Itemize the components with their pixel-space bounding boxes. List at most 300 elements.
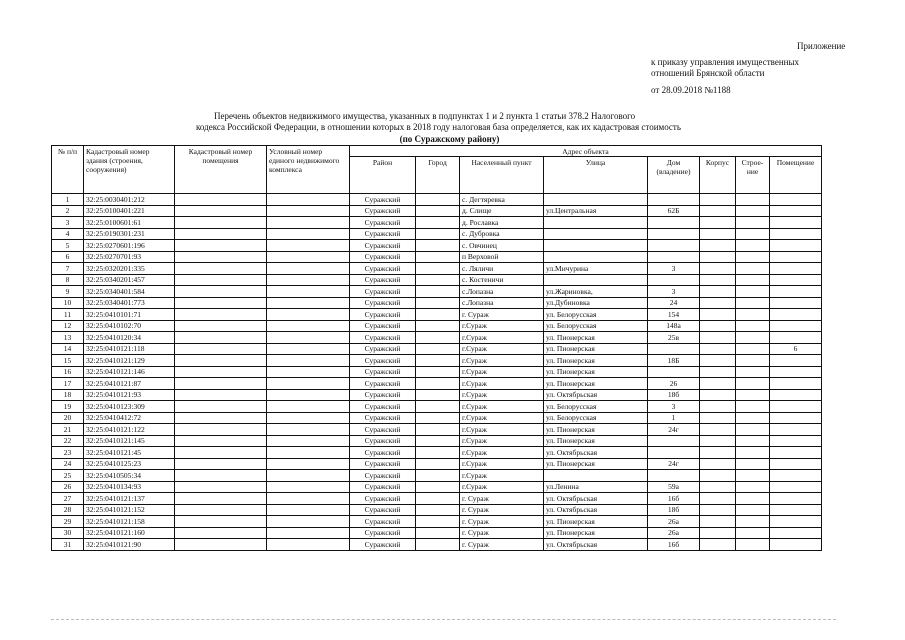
- locality-cell: с. Дубровка: [460, 228, 544, 240]
- house-number-cell: [648, 194, 700, 206]
- house-number-cell: 26а: [648, 527, 700, 539]
- district-cell: Суражский: [350, 424, 416, 436]
- locality-cell: с. Овчинец: [460, 240, 544, 252]
- cadastral-number-cell: 32:25:0410121:137: [84, 493, 175, 505]
- cadastral-number-cell: 32:25:0410121:118: [84, 343, 175, 355]
- conditional-number-cell: [267, 251, 350, 263]
- row-number-cell: 24: [52, 458, 84, 470]
- korpus-cell: [700, 286, 736, 298]
- korpus-cell: [700, 228, 736, 240]
- city-cell: [416, 309, 460, 321]
- street-cell: ул. Октябрьская: [544, 447, 648, 459]
- cadastral-number-cell: 32:25:0410121:152: [84, 504, 175, 516]
- building-cell: [736, 389, 770, 401]
- building-cell: [736, 263, 770, 275]
- cadastral-room-cell: [175, 378, 267, 390]
- house-number-cell: 24: [648, 297, 700, 309]
- room-number-cell: [770, 355, 822, 367]
- street-cell: ул. Пионерская: [544, 366, 648, 378]
- conditional-number-cell: [267, 401, 350, 413]
- cadastral-number-cell: 32:25:0410101:71: [84, 309, 175, 321]
- locality-cell: г.Сураж: [460, 412, 544, 424]
- house-number-cell: [648, 274, 700, 286]
- conditional-number-cell: [267, 481, 350, 493]
- conditional-number-cell: [267, 228, 350, 240]
- row-number-cell: 12: [52, 320, 84, 332]
- building-cell: [736, 366, 770, 378]
- cadastral-number-cell: 32:25:0410121:146: [84, 366, 175, 378]
- locality-cell: г.Сураж: [460, 378, 544, 390]
- cadastral-room-cell: [175, 366, 267, 378]
- row-number-cell: 15: [52, 355, 84, 367]
- conditional-number-cell: [267, 343, 350, 355]
- street-cell: [544, 274, 648, 286]
- korpus-cell: [700, 355, 736, 367]
- street-cell: ул. Октябрьская: [544, 504, 648, 516]
- district-cell: Суражский: [350, 355, 416, 367]
- header-house: Дом (владение): [648, 157, 700, 194]
- house-number-cell: [648, 228, 700, 240]
- room-number-cell: [770, 320, 822, 332]
- city-cell: [416, 424, 460, 436]
- row-number-cell: 11: [52, 309, 84, 321]
- cadastral-number-cell: 32:25:0320201:335: [84, 263, 175, 275]
- street-cell: ул. Пионерская: [544, 527, 648, 539]
- cadastral-number-cell: 32:25:0410121:90: [84, 539, 175, 551]
- conditional-number-cell: [267, 447, 350, 459]
- street-cell: ул. Белорусская: [544, 320, 648, 332]
- row-number-cell: 1: [52, 194, 84, 206]
- locality-cell: г. Сураж: [460, 493, 544, 505]
- appendix-order-line: к приказу управления имущественных: [651, 57, 800, 67]
- property-register-table: [51, 145, 822, 551]
- conditional-number-cell: [267, 297, 350, 309]
- row-number-cell: 3: [52, 217, 84, 229]
- city-cell: [416, 297, 460, 309]
- district-cell: Суражский: [350, 263, 416, 275]
- header-city: Город: [416, 157, 460, 194]
- street-cell: ул. Пионерская: [544, 435, 648, 447]
- cadastral-number-cell: 32:25:0410102:70: [84, 320, 175, 332]
- district-cell: Суражский: [350, 366, 416, 378]
- house-number-cell: 3: [648, 263, 700, 275]
- conditional-number-cell: [267, 539, 350, 551]
- row-number-cell: 4: [52, 228, 84, 240]
- building-cell: [736, 217, 770, 229]
- cadastral-room-cell: [175, 389, 267, 401]
- row-number-cell: 17: [52, 378, 84, 390]
- city-cell: [416, 332, 460, 344]
- cadastral-number-cell: 32:25:0410134:93: [84, 481, 175, 493]
- room-number-cell: [770, 297, 822, 309]
- locality-cell: г. Сураж: [460, 504, 544, 516]
- cadastral-number-cell: 32:25:0410121:160: [84, 527, 175, 539]
- room-number-cell: [770, 435, 822, 447]
- row-number-cell: 6: [52, 251, 84, 263]
- cadastral-room-cell: [175, 435, 267, 447]
- room-number-cell: [770, 332, 822, 344]
- conditional-number-cell: [267, 378, 350, 390]
- house-number-cell: [648, 217, 700, 229]
- city-cell: [416, 435, 460, 447]
- district-cell: Суражский: [350, 470, 416, 482]
- cadastral-number-cell: 32:25:0410121:122: [84, 424, 175, 436]
- conditional-number-cell: [267, 274, 350, 286]
- row-number-cell: 22: [52, 435, 84, 447]
- building-cell: [736, 309, 770, 321]
- city-cell: [416, 240, 460, 252]
- district-cell: Суражский: [350, 286, 416, 298]
- cadastral-number-cell: 32:25:0410120:34: [84, 332, 175, 344]
- locality-cell: г.Сураж: [460, 447, 544, 459]
- district-cell: Суражский: [350, 217, 416, 229]
- locality-cell: г.Сураж: [460, 435, 544, 447]
- house-number-cell: 26: [648, 378, 700, 390]
- korpus-cell: [700, 194, 736, 206]
- house-number-cell: 18Б: [648, 355, 700, 367]
- house-number-cell: [648, 366, 700, 378]
- room-number-cell: [770, 447, 822, 459]
- locality-cell: г.Сураж: [460, 332, 544, 344]
- table-row: [52, 309, 822, 321]
- cadastral-room-cell: [175, 332, 267, 344]
- city-cell: [416, 343, 460, 355]
- building-cell: [736, 297, 770, 309]
- row-number-cell: 13: [52, 332, 84, 344]
- house-number-cell: 18б: [648, 504, 700, 516]
- page-bottom-rule: [51, 619, 836, 620]
- room-number-cell: [770, 493, 822, 505]
- cadastral-room-cell: [175, 504, 267, 516]
- building-cell: [736, 332, 770, 344]
- row-number-cell: 18: [52, 389, 84, 401]
- table-row: [52, 263, 822, 275]
- document-title-line-2: кодекса Российской Федерации, в отношении которых в 2018 году налоговая база определяется, как их кадастровая стоимость: [196, 122, 681, 132]
- table-row: [52, 274, 822, 286]
- city-cell: [416, 366, 460, 378]
- table-row: [52, 424, 822, 436]
- house-number-cell: 154: [648, 309, 700, 321]
- table-row: [52, 447, 822, 459]
- building-cell: [736, 378, 770, 390]
- korpus-cell: [700, 504, 736, 516]
- district-cell: Суражский: [350, 205, 416, 217]
- district-cell: Суражский: [350, 539, 416, 551]
- korpus-cell: [700, 378, 736, 390]
- document-subtitle-district: (по Суражскому району): [399, 134, 500, 144]
- table-row: [52, 343, 822, 355]
- table-row: [52, 493, 822, 505]
- cadastral-number-cell: 32:25:0270601:196: [84, 240, 175, 252]
- korpus-cell: [700, 458, 736, 470]
- house-number-cell: 24г: [648, 458, 700, 470]
- conditional-number-cell: [267, 504, 350, 516]
- cadastral-room-cell: [175, 447, 267, 459]
- table-row: [52, 228, 822, 240]
- building-cell: [736, 458, 770, 470]
- street-cell: [544, 228, 648, 240]
- street-cell: ул. Белорусская: [544, 412, 648, 424]
- street-cell: ул. Пионерская: [544, 355, 648, 367]
- district-cell: Суражский: [350, 274, 416, 286]
- city-cell: [416, 516, 460, 528]
- locality-cell: д. Слище: [460, 205, 544, 217]
- cadastral-number-cell: 32:25:0410121:145: [84, 435, 175, 447]
- house-number-cell: [648, 435, 700, 447]
- cadastral-room-cell: [175, 217, 267, 229]
- korpus-cell: [700, 447, 736, 459]
- cadastral-room-cell: [175, 205, 267, 217]
- cadastral-room-cell: [175, 412, 267, 424]
- appendix-title: Приложение: [797, 41, 846, 51]
- appendix-date-number: от 28.09.2018 №1188: [651, 85, 731, 95]
- cadastral-number-cell: 32:25:0100601:61: [84, 217, 175, 229]
- row-number-cell: 23: [52, 447, 84, 459]
- district-cell: Суражский: [350, 527, 416, 539]
- street-cell: ул. Пионерская: [544, 378, 648, 390]
- table-row: [52, 240, 822, 252]
- conditional-number-cell: [267, 309, 350, 321]
- locality-cell: с. Костеничи: [460, 274, 544, 286]
- row-number-cell: 27: [52, 493, 84, 505]
- table-row: [52, 435, 822, 447]
- locality-cell: г.Сураж: [460, 424, 544, 436]
- conditional-number-cell: [267, 412, 350, 424]
- building-cell: [736, 539, 770, 551]
- cadastral-room-cell: [175, 470, 267, 482]
- locality-cell: г.Сураж: [460, 458, 544, 470]
- house-number-cell: 26а: [648, 516, 700, 528]
- locality-cell: с. Ляличи: [460, 263, 544, 275]
- conditional-number-cell: [267, 516, 350, 528]
- room-number-cell: [770, 412, 822, 424]
- building-cell: [736, 240, 770, 252]
- city-cell: [416, 205, 460, 217]
- header-district: Район: [350, 157, 416, 194]
- row-number-cell: 2: [52, 205, 84, 217]
- city-cell: [416, 481, 460, 493]
- row-number-cell: 10: [52, 297, 84, 309]
- district-cell: Суражский: [350, 447, 416, 459]
- street-cell: ул. Пионерская: [544, 424, 648, 436]
- korpus-cell: [700, 343, 736, 355]
- header-building: Строе-ние: [736, 157, 770, 194]
- row-number-cell: 21: [52, 424, 84, 436]
- cadastral-room-cell: [175, 251, 267, 263]
- city-cell: [416, 263, 460, 275]
- korpus-cell: [700, 470, 736, 482]
- building-cell: [736, 286, 770, 298]
- row-number-cell: 29: [52, 516, 84, 528]
- conditional-number-cell: [267, 366, 350, 378]
- district-cell: Суражский: [350, 516, 416, 528]
- korpus-cell: [700, 263, 736, 275]
- city-cell: [416, 228, 460, 240]
- district-cell: Суражский: [350, 378, 416, 390]
- conditional-number-cell: [267, 424, 350, 436]
- building-cell: [736, 516, 770, 528]
- cadastral-number-cell: 32:25:0030401:212: [84, 194, 175, 206]
- city-cell: [416, 194, 460, 206]
- table-row: [52, 378, 822, 390]
- street-cell: ул. Белорусская: [544, 309, 648, 321]
- house-number-cell: [648, 251, 700, 263]
- street-cell: ул. Октябрьская: [544, 493, 648, 505]
- building-cell: [736, 470, 770, 482]
- cadastral-room-cell: [175, 286, 267, 298]
- locality-cell: г.Сураж: [460, 355, 544, 367]
- locality-cell: с. Дегтяревка: [460, 194, 544, 206]
- house-number-cell: 25в: [648, 332, 700, 344]
- room-number-cell: [770, 539, 822, 551]
- street-cell: [544, 217, 648, 229]
- room-number-cell: [770, 481, 822, 493]
- row-number-cell: 8: [52, 274, 84, 286]
- cadastral-room-cell: [175, 516, 267, 528]
- table-row: [52, 539, 822, 551]
- korpus-cell: [700, 493, 736, 505]
- cadastral-room-cell: [175, 481, 267, 493]
- district-cell: Суражский: [350, 493, 416, 505]
- header-address: Адрес объекта: [350, 146, 822, 157]
- building-cell: [736, 447, 770, 459]
- room-number-cell: [770, 389, 822, 401]
- header-locality: Населенный пункт: [460, 157, 544, 194]
- korpus-cell: [700, 481, 736, 493]
- header-korpus: Корпус: [700, 157, 736, 194]
- room-number-cell: [770, 504, 822, 516]
- korpus-cell: [700, 435, 736, 447]
- district-cell: Суражский: [350, 309, 416, 321]
- building-cell: [736, 424, 770, 436]
- room-number-cell: [770, 240, 822, 252]
- building-cell: [736, 251, 770, 263]
- locality-cell: п Верховой: [460, 251, 544, 263]
- cadastral-room-cell: [175, 401, 267, 413]
- district-cell: Суражский: [350, 332, 416, 344]
- room-number-cell: [770, 263, 822, 275]
- table-row: [52, 355, 822, 367]
- building-cell: [736, 412, 770, 424]
- room-number-cell: [770, 205, 822, 217]
- street-cell: ул. Октябрьская: [544, 539, 648, 551]
- building-cell: [736, 320, 770, 332]
- table-row: [52, 286, 822, 298]
- conditional-number-cell: [267, 205, 350, 217]
- room-number-cell: [770, 401, 822, 413]
- cadastral-number-cell: 32:25:0340401:584: [84, 286, 175, 298]
- city-cell: [416, 401, 460, 413]
- street-cell: ул.Дубиновка: [544, 297, 648, 309]
- header-num: № п/п: [52, 146, 84, 194]
- korpus-cell: [700, 389, 736, 401]
- conditional-number-cell: [267, 458, 350, 470]
- district-cell: Суражский: [350, 481, 416, 493]
- conditional-number-cell: [267, 389, 350, 401]
- cadastral-room-cell: [175, 539, 267, 551]
- conditional-number-cell: [267, 332, 350, 344]
- city-cell: [416, 217, 460, 229]
- header-room: Помещение: [770, 157, 822, 194]
- room-number-cell: [770, 251, 822, 263]
- room-number-cell: 6: [770, 343, 822, 355]
- row-number-cell: 16: [52, 366, 84, 378]
- korpus-cell: [700, 366, 736, 378]
- city-cell: [416, 274, 460, 286]
- locality-cell: г.Сураж: [460, 481, 544, 493]
- cadastral-number-cell: 32:25:0100401:221: [84, 205, 175, 217]
- house-number-cell: [648, 240, 700, 252]
- street-cell: ул.Центральная: [544, 205, 648, 217]
- locality-cell: г.Сураж: [460, 343, 544, 355]
- cadastral-room-cell: [175, 343, 267, 355]
- korpus-cell: [700, 297, 736, 309]
- city-cell: [416, 493, 460, 505]
- district-cell: Суражский: [350, 343, 416, 355]
- table-row: [52, 412, 822, 424]
- row-number-cell: 19: [52, 401, 84, 413]
- conditional-number-cell: [267, 435, 350, 447]
- table-row: [52, 516, 822, 528]
- locality-cell: д. Рославка: [460, 217, 544, 229]
- street-cell: ул.Мичурина: [544, 263, 648, 275]
- cadastral-number-cell: 32:25:0340401:773: [84, 297, 175, 309]
- header-cadastral-building: Кадастровый номер здания (строения, сооружения): [84, 146, 175, 194]
- conditional-number-cell: [267, 493, 350, 505]
- cadastral-room-cell: [175, 424, 267, 436]
- locality-cell: с.Лопазна: [460, 297, 544, 309]
- building-cell: [736, 435, 770, 447]
- room-number-cell: [770, 217, 822, 229]
- table-row: [52, 320, 822, 332]
- header-street: Улица: [544, 157, 648, 194]
- locality-cell: г.Сураж: [460, 389, 544, 401]
- korpus-cell: [700, 412, 736, 424]
- korpus-cell: [700, 274, 736, 286]
- street-cell: [544, 194, 648, 206]
- building-cell: [736, 274, 770, 286]
- cadastral-number-cell: 32:25:0270701:93: [84, 251, 175, 263]
- cadastral-number-cell: 32:25:0190301:231: [84, 228, 175, 240]
- document-title-line-1: Перечень объектов недвижимого имущества, указанных в подпунктах 1 и 2 пункта 1 статьи 378.2 Налогового: [214, 111, 636, 121]
- row-number-cell: 28: [52, 504, 84, 516]
- row-number-cell: 5: [52, 240, 84, 252]
- table-row: [52, 527, 822, 539]
- district-cell: Суражский: [350, 458, 416, 470]
- district-cell: Суражский: [350, 435, 416, 447]
- district-cell: Суражский: [350, 228, 416, 240]
- table-row: [52, 458, 822, 470]
- table-row: [52, 205, 822, 217]
- building-cell: [736, 527, 770, 539]
- cadastral-room-cell: [175, 458, 267, 470]
- cadastral-room-cell: [175, 320, 267, 332]
- cadastral-room-cell: [175, 194, 267, 206]
- building-cell: [736, 481, 770, 493]
- cadastral-number-cell: 32:25:0410121:93: [84, 389, 175, 401]
- cadastral-number-cell: 32:25:0410121:45: [84, 447, 175, 459]
- korpus-cell: [700, 516, 736, 528]
- district-cell: Суражский: [350, 320, 416, 332]
- house-number-cell: 59а: [648, 481, 700, 493]
- row-number-cell: 30: [52, 527, 84, 539]
- table-row: [52, 297, 822, 309]
- cadastral-room-cell: [175, 297, 267, 309]
- house-number-cell: 18б: [648, 389, 700, 401]
- room-number-cell: [770, 274, 822, 286]
- header-cadastral-room: Кадастровый номер помещения: [175, 146, 267, 194]
- city-cell: [416, 470, 460, 482]
